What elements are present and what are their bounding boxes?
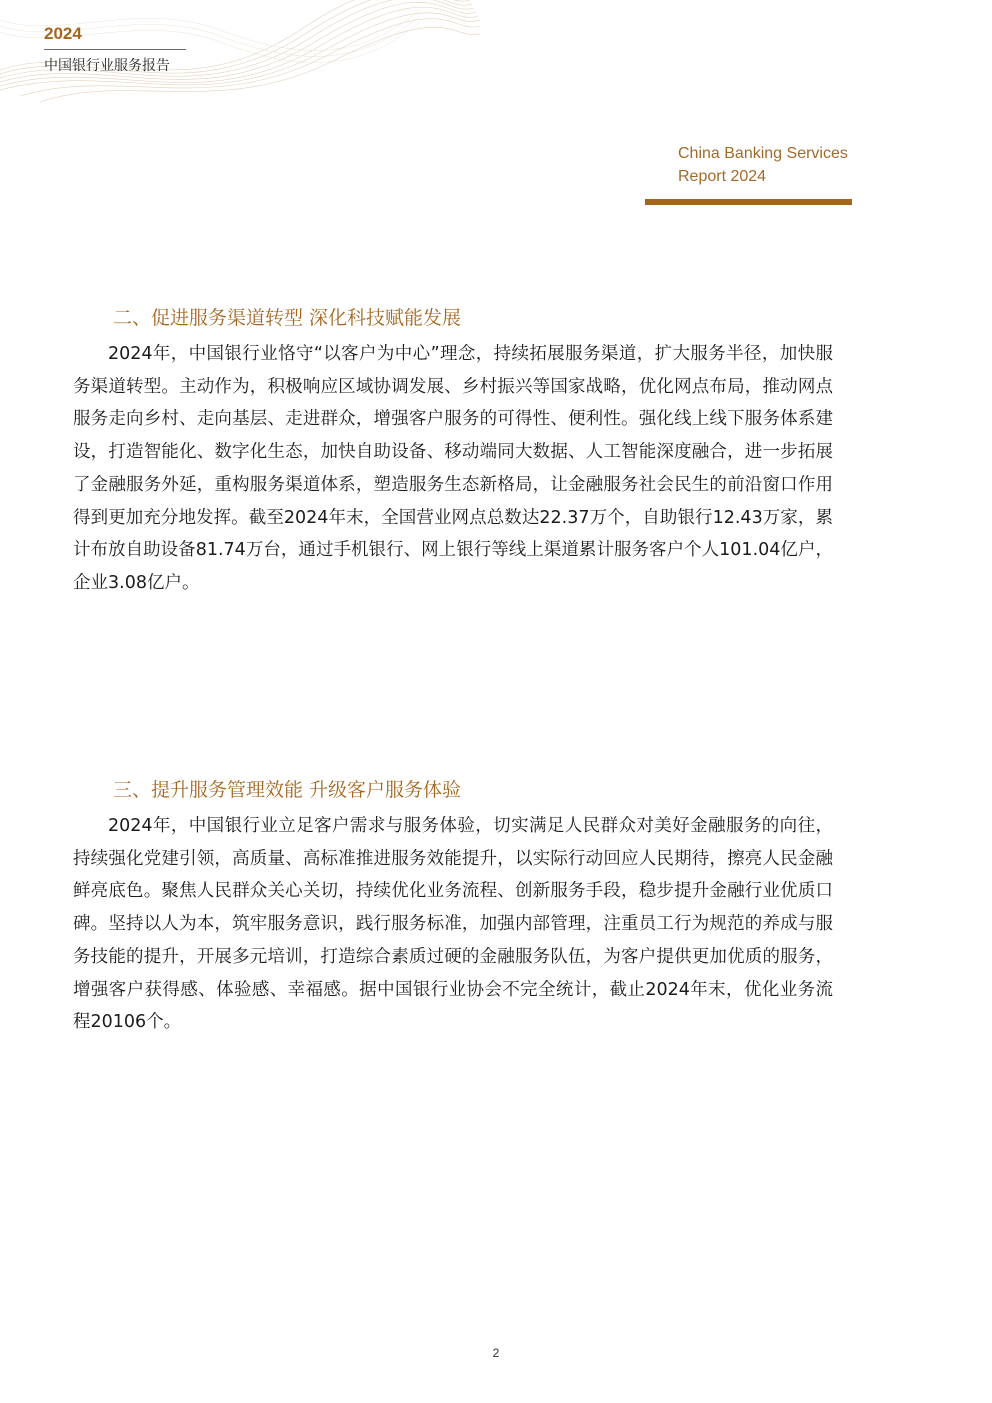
report-title-line-1: China Banking Services: [678, 145, 848, 162]
section-channel-transformation: [73, 304, 833, 600]
header-report-title: 中国银行业服务报告: [44, 58, 170, 74]
section-paragraph: 2024年，中国银行业恪守“以客户为中心”理念，持续拓展服务渠道，扩大服务半径，加快服务渠道转型。主动作为，积极响应区域协调发展、乡村振兴等国家战略，优化网点布局，推动网点服务走向乡村、走向基层、走进群众，增强客户服务的可得性、便利性。强化线上线下服务体系建设，打造智能化、数字化生态，加快自助设备、移动端同大数据、人工智能深度融合，进一步拓展了金融服务外延，重构服务渠道体系，塑造服务生态新格局，让金融服务社会民生的前沿窗口作用得到更加充分地发挥。截至2024年末，全国营业网点总数达22.37万个，自助银行12.43万家，累计布放自助设备81.74万台，通过手机银行、网上银行等线上渠道累计服务客户个人101.04亿户，企业3.08亿户。: [73, 344, 833, 593]
section-heading: 二、促进服务渠道转型 深化科技赋能发展: [113, 307, 462, 329]
header-divider: [44, 49, 186, 50]
section-heading: 三、提升服务管理效能 升级客户服务体验: [113, 779, 462, 801]
section-paragraph: 2024年，中国银行业立足客户需求与服务体验，切实满足人民群众对美好金融服务的向往，持续强化党建引领，高质量、高标准推进服务效能提升，以实际行动回应人民期待，擦亮人民金融鲜亮底色。聚焦人民群众关心关切，持续优化业务流程、创新服务手段，稳步提升金融行业优质口碑。坚持以人为本，筑牢服务意识，践行服务标准，加强内部管理，注重员工行为规范的养成与服务技能的提升，开展多元培训，打造综合素质过硬的金融服务队伍，为客户提供更加优质的服务，增强客户获得感、体验感、幸福感。据中国银行业协会不完全统计，截止2024年末，优化业务流程20106个。: [73, 816, 833, 1033]
header-year: 2024: [44, 24, 82, 43]
report-title-english: [678, 142, 848, 188]
section-service-management: [73, 776, 833, 1039]
report-title-line-2: Report 2024: [678, 168, 767, 185]
page-number: 2: [492, 1346, 500, 1360]
accent-bar: [645, 199, 852, 205]
